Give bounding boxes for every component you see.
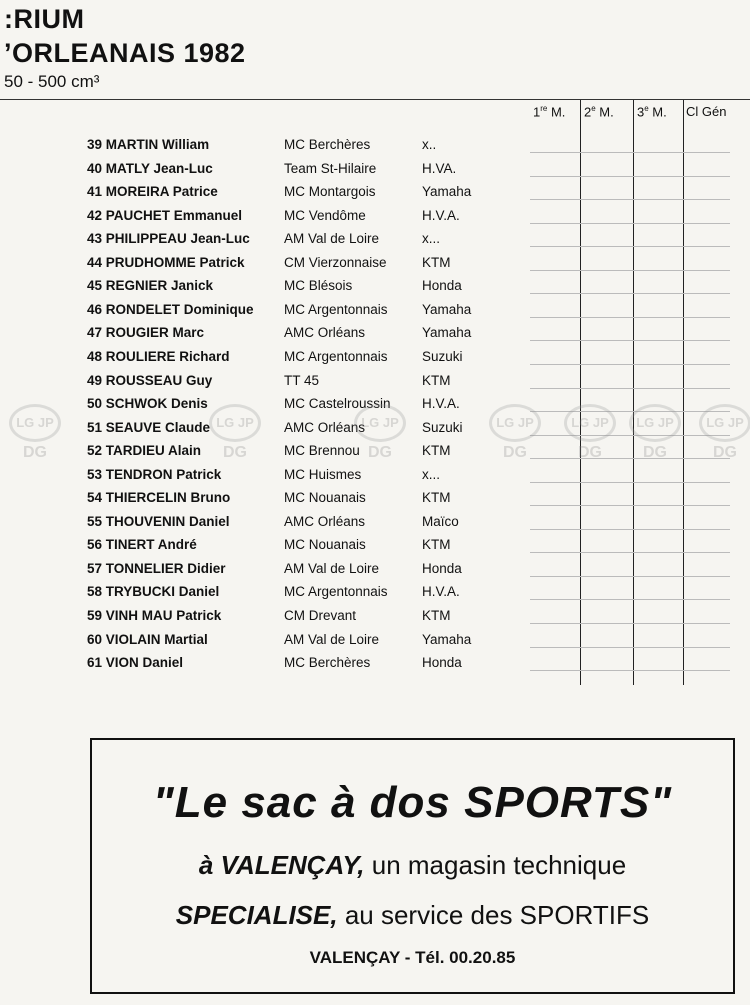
rider-club: TT 45 <box>284 372 320 388</box>
rider-club: MC Berchères <box>284 655 371 671</box>
column-header-m3: 3e M. <box>637 104 667 120</box>
grid-line <box>530 293 730 294</box>
watermark-logo: LG JP DG <box>345 404 415 462</box>
watermark-logo: LG JP DG <box>555 404 625 462</box>
watermark-logo: LG JP DG <box>620 404 690 462</box>
rider-club: AM Val de Loire <box>284 631 380 647</box>
ad-contact: VALENÇAY - Tél. 00.20.85 <box>309 948 516 967</box>
rider-name: 46 RONDELET Dominique <box>87 301 254 317</box>
rider-name: 57 TONNELIER Didier <box>87 560 226 576</box>
rider-club: MC Argentonnais <box>284 348 388 364</box>
rider-motorcycle: Honda <box>422 655 462 671</box>
rider-club: MC Brennou <box>284 443 360 459</box>
rider-row <box>0 181 530 204</box>
grid-line <box>530 552 730 553</box>
grid-line <box>530 246 730 247</box>
rider-name: 47 ROUGIER Marc <box>87 325 205 341</box>
rider-row <box>0 370 530 393</box>
watermark-logo: LG JP DG <box>690 404 750 462</box>
rider-motorcycle: Yamaha <box>422 631 472 647</box>
rider-name: 54 THIERCELIN Bruno <box>87 490 231 506</box>
grid-line <box>530 411 730 412</box>
rider-name: 40 MATLY Jean-Luc <box>87 160 213 176</box>
grid-line <box>530 152 730 153</box>
rider-motorcycle: KTM <box>422 608 451 623</box>
rider-club: MC Vendôme <box>284 207 366 223</box>
rider-name: 49 ROUSSEAU Guy <box>87 372 213 388</box>
rider-club: MC Nouanais <box>284 490 366 506</box>
rider-name: 39 MARTIN William <box>87 137 210 152</box>
grid-line <box>530 317 730 318</box>
grid-line <box>530 529 730 530</box>
rider-club: MC Nouanais <box>284 537 366 553</box>
rider-club: AMC Orléans <box>284 513 366 529</box>
rider-row <box>0 534 530 557</box>
grid-line <box>530 364 730 365</box>
rider-name: 44 PRUDHOMME Patrick <box>87 254 245 270</box>
rider-motorcycle: Honda <box>422 560 462 576</box>
column-divider <box>633 100 634 685</box>
header-rule <box>0 99 750 100</box>
rider-row <box>0 464 530 487</box>
rider-motorcycle: Maïco <box>422 513 459 529</box>
rider-row <box>0 440 530 463</box>
rider-club: AMC Orléans <box>284 419 366 435</box>
ad-headline: "Le sac à dos SPORTS" <box>152 778 673 827</box>
rider-row <box>0 205 530 228</box>
rider-row <box>0 652 530 675</box>
rider-club: CM Vierzonnaise <box>284 254 387 270</box>
rider-club: MC Argentonnais <box>284 584 388 600</box>
advertisement-box <box>90 738 735 994</box>
rider-club: Team St-Hilaire <box>284 160 377 176</box>
grid-line <box>530 458 730 459</box>
rider-row <box>0 629 530 652</box>
grid-line <box>530 670 730 671</box>
rider-club: MC Argentonnais <box>284 301 388 317</box>
rider-club: AMC Orléans <box>284 325 366 341</box>
rider-name: 48 ROULIERE Richard <box>87 348 230 364</box>
rider-motorcycle: Yamaha <box>422 325 472 341</box>
rider-motorcycle: KTM <box>422 490 451 506</box>
grid-line <box>530 623 730 624</box>
rider-row <box>0 558 530 581</box>
rider-row <box>0 299 530 322</box>
rider-motorcycle: H.V.A. <box>422 207 460 223</box>
column-divider <box>580 100 581 685</box>
grid-line <box>530 223 730 224</box>
grid-line <box>530 505 730 506</box>
rider-name: 45 REGNIER Janick <box>87 278 214 294</box>
rider-motorcycle: x.. <box>422 137 437 152</box>
grid-line <box>530 340 730 341</box>
rider-club: AM Val de Loire <box>284 231 380 247</box>
rider-row <box>0 228 530 251</box>
grid-line <box>530 647 730 648</box>
rider-club: MC Blésois <box>284 278 353 294</box>
rider-row <box>0 346 530 369</box>
rider-motorcycle: H.V.A. <box>422 396 460 412</box>
rider-club: AM Val de Loire <box>284 560 380 576</box>
rider-name: 58 TRYBUCKI Daniel <box>87 584 220 600</box>
grid-line <box>530 199 730 200</box>
rider-name: 42 PAUCHET Emmanuel <box>87 207 243 223</box>
rider-club: CM Drevant <box>284 608 357 623</box>
rider-motorcycle: Honda <box>422 278 462 294</box>
grid-line <box>530 576 730 577</box>
rider-motorcycle: Suzuki <box>422 419 463 435</box>
rider-row <box>0 252 530 275</box>
rider-row <box>0 275 530 298</box>
rider-name: 59 VINH MAU Patrick <box>87 608 222 623</box>
ad-line-3: SPECIALISE, au service des SPORTIFS <box>175 900 650 930</box>
rider-name: 61 VION Daniel <box>87 655 184 671</box>
grid-line <box>530 176 730 177</box>
grid-line <box>530 599 730 600</box>
page-title-line1: :RIUM <box>4 4 85 34</box>
rider-club: MC Montargois <box>284 184 376 200</box>
rider-motorcycle: Suzuki <box>422 348 463 364</box>
rider-name: 55 THOUVENIN Daniel <box>87 513 230 529</box>
rider-name: 56 TINERT André <box>87 537 197 553</box>
page-title-line2: ’ORLEANAIS 1982 <box>4 38 246 68</box>
rider-motorcycle: H.V.A. <box>422 584 460 600</box>
rider-row <box>0 134 530 157</box>
rider-name: 60 VIOLAIN Martial <box>87 631 208 647</box>
rider-club: MC Berchères <box>284 137 371 152</box>
rider-motorcycle: KTM <box>422 537 451 553</box>
rider-name: 53 TENDRON Patrick <box>87 466 222 482</box>
rider-row <box>0 393 530 416</box>
watermark-logo: LG JP DG <box>480 404 550 462</box>
rider-motorcycle: KTM <box>422 254 451 270</box>
rider-club: MC Huismes <box>284 466 362 482</box>
rider-row <box>0 487 530 510</box>
rider-name: 43 PHILIPPEAU Jean-Luc <box>87 231 250 247</box>
rider-name: 52 TARDIEU Alain <box>87 443 202 459</box>
rider-row <box>0 605 530 628</box>
watermark-logo: LG JP DG <box>0 404 70 462</box>
rider-name: 50 SCHWOK Denis <box>87 396 208 412</box>
rider-row <box>0 511 530 534</box>
ad-line-2: à VALENÇAY, un magasin technique <box>198 850 627 880</box>
rider-motorcycle: x... <box>422 466 441 482</box>
rider-row <box>0 158 530 181</box>
rider-motorcycle: KTM <box>422 443 451 459</box>
column-divider <box>683 100 684 685</box>
rider-name: 51 SEAUVE Claude <box>87 419 211 435</box>
watermark-logo: LG JP DG <box>200 404 270 462</box>
rider-row <box>0 322 530 345</box>
column-header-m2: 2e M. <box>584 104 614 120</box>
grid-line <box>530 482 730 483</box>
rider-motorcycle: KTM <box>422 372 451 388</box>
rider-row <box>0 417 530 440</box>
column-header-cl-gen: Cl Gén <box>686 104 727 119</box>
column-header-m1: 1re M. <box>533 104 566 120</box>
grid-line <box>530 388 730 389</box>
grid-line <box>530 435 730 436</box>
rider-motorcycle: Yamaha <box>422 301 472 317</box>
rider-motorcycle: H.VA. <box>422 160 457 176</box>
rider-club: MC Castelroussin <box>284 396 391 412</box>
rider-motorcycle: Yamaha <box>422 184 472 200</box>
rider-name: 41 MOREIRA Patrice <box>87 184 218 200</box>
page-subtitle: 50 - 500 cm³ <box>4 72 100 91</box>
grid-line <box>530 270 730 271</box>
rider-row <box>0 581 530 604</box>
rider-motorcycle: x... <box>422 231 441 247</box>
